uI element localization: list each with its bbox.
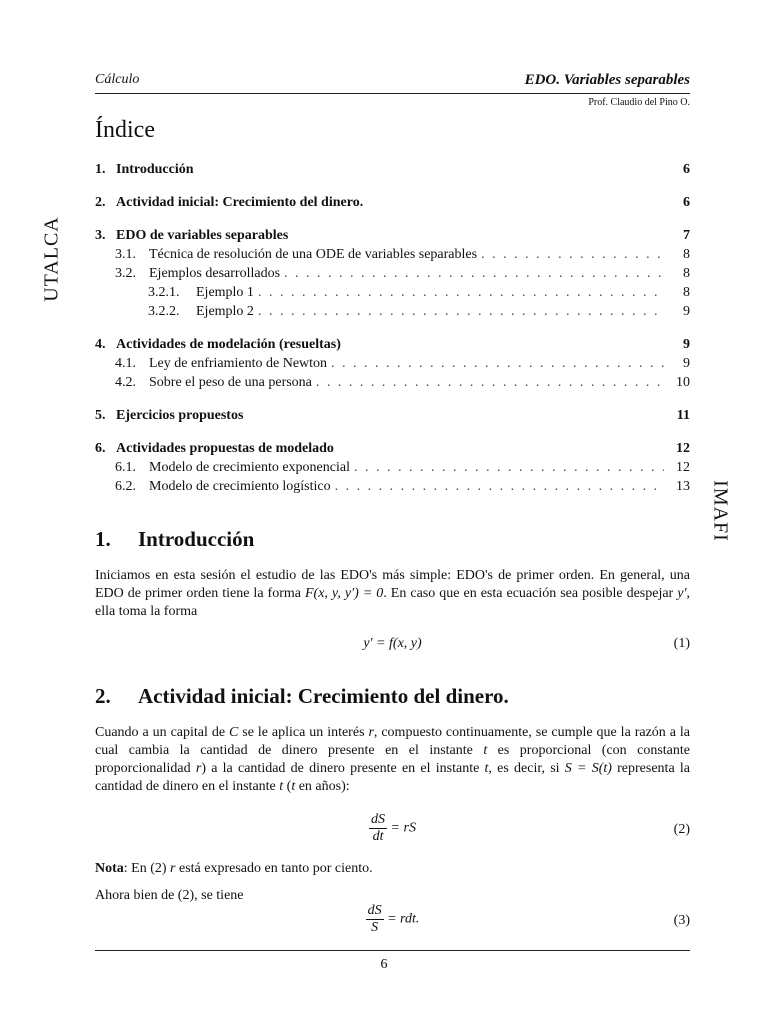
fraction-denominator: dt — [372, 829, 384, 844]
toc-section[interactable] — [95, 193, 690, 212]
toc-leader-dots — [331, 477, 664, 496]
text-run: es proporcional (con constante proporcionalidad — [95, 743, 690, 776]
section-2-heading — [95, 684, 509, 709]
text-run: Cuando a un capital de — [95, 725, 229, 740]
section-1-heading — [95, 527, 254, 552]
toc-leader-dots — [350, 458, 664, 477]
table-of-contents — [95, 160, 690, 496]
equation-3-tag: (3) — [673, 913, 690, 928]
toc-subsection-title: Ley de enfriamiento de Newton — [149, 356, 328, 371]
toc-subsection[interactable] — [95, 458, 690, 477]
toc-section-title: Ejercicios propuestos — [116, 408, 244, 423]
text-run: en años): — [295, 779, 350, 794]
toc-page-number: 13 — [676, 479, 690, 494]
equation-3-body — [95, 903, 690, 936]
toc-page-number: 10 — [676, 375, 690, 390]
toc-subsection-title: Ejemplos desarrollados — [149, 266, 281, 281]
toc-gap — [95, 212, 690, 226]
toc-title: Índice — [95, 117, 155, 143]
text-run: ( — [283, 779, 292, 794]
fraction-numerator: dS — [371, 812, 386, 827]
fraction-numerator: dS — [367, 903, 382, 918]
toc-section-number: 6. — [95, 441, 106, 456]
text-run: : En (2) — [123, 861, 171, 876]
math-expression: S = S(t) — [564, 761, 612, 776]
toc-leader-dots — [327, 354, 664, 373]
text-run: se le aplica un interés — [238, 725, 369, 740]
toc-section-title: EDO de variables separables — [116, 228, 289, 243]
equation-1-tag: (1) — [673, 636, 690, 651]
toc-subsubsection[interactable] — [95, 302, 690, 321]
equation-1-body: y′ = f(x, y) — [363, 636, 422, 651]
math-variable: r — [170, 861, 176, 876]
text-run: está expresado en tanto por ciento. — [175, 861, 373, 876]
section-2-number: 2. — [95, 684, 111, 708]
toc-page-number: 9 — [683, 337, 690, 352]
section-2-title: Actividad inicial: Crecimiento del dinero. — [138, 684, 509, 708]
footer-rule — [95, 950, 690, 951]
toc-subsection[interactable] — [95, 354, 690, 373]
equation-2 — [95, 812, 690, 848]
toc-page-number: 6 — [683, 195, 690, 210]
math-variable: t — [291, 779, 296, 794]
toc-section-number: 3. — [95, 228, 106, 243]
toc-subsection-number: 4.1. — [115, 356, 136, 371]
page-number: 6 — [380, 957, 388, 972]
side-label-left: UTALCA — [40, 216, 63, 302]
toc-subsection-number: 3.2.2. — [148, 304, 180, 319]
toc-gap — [95, 392, 690, 406]
text-run: , compuesto continuamente, se cumple que la razón a la cual cambia la cantidad de dinero presente en el instante — [95, 725, 690, 758]
nota-label: Nota — [95, 861, 124, 876]
toc-spacer — [288, 226, 664, 245]
fraction-denominator: S — [371, 920, 379, 935]
toc-section-number: 5. — [95, 408, 106, 423]
toc-subsection[interactable] — [95, 245, 690, 264]
toc-page-number: 7 — [683, 228, 690, 243]
toc-section[interactable] — [95, 406, 690, 425]
toc-leader-dots — [280, 264, 664, 283]
toc-subsection-number: 4.2. — [115, 375, 136, 390]
toc-gap — [95, 321, 690, 335]
toc-subsection[interactable] — [95, 373, 690, 392]
toc-leader-dots — [254, 302, 664, 321]
toc-section[interactable] — [95, 335, 690, 354]
text-run: , es decir, si — [488, 761, 565, 776]
header-rule — [95, 93, 690, 94]
toc-section[interactable] — [95, 226, 690, 245]
toc-spacer — [243, 406, 664, 425]
text-run: Iniciamos en esta sesión el estudio de las EDO's más simple: EDO's de primer orden. En general, una EDO de primer orden tiene la forma — [95, 568, 690, 601]
math-variable: t — [484, 761, 489, 776]
toc-leader-dots — [254, 283, 664, 302]
math-variable: t — [279, 779, 284, 794]
toc-subsection-number: 6.2. — [115, 479, 136, 494]
toc-section-number: 2. — [95, 195, 106, 210]
toc-subsection-number: 3.2. — [115, 266, 136, 281]
equation-3 — [95, 903, 690, 939]
side-label-right: IMAFI — [709, 480, 732, 542]
toc-page-number: 8 — [683, 247, 690, 262]
math-variable: t — [483, 743, 488, 758]
section-1-title: Introducción — [138, 527, 255, 551]
text-run: . En caso que en esta ecuación sea posible despejar — [383, 586, 678, 601]
toc-subsection-title: Ejemplo 1 — [196, 285, 254, 300]
equation-rhs: = rdt. — [383, 911, 420, 927]
toc-subsection-number: 6.1. — [115, 460, 136, 475]
toc-page-number: 9 — [683, 356, 690, 371]
toc-page-number: 12 — [676, 460, 690, 475]
toc-spacer — [194, 160, 664, 179]
toc-section[interactable] — [95, 160, 690, 179]
fraction — [366, 903, 384, 936]
toc-subsection-number: 3.2.1. — [148, 285, 180, 300]
header-topic: EDO. Variables separables — [524, 72, 690, 88]
toc-subsection-title: Modelo de crecimiento exponencial — [149, 460, 350, 475]
section-2-paragraph — [95, 724, 690, 796]
toc-spacer — [341, 335, 664, 354]
equation-rhs: = rS — [387, 820, 416, 836]
toc-spacer — [363, 193, 664, 212]
math-variable: C — [228, 725, 239, 740]
math-variable: y′ — [677, 586, 687, 601]
section-1-paragraph — [95, 567, 690, 621]
toc-page-number: 8 — [683, 266, 690, 281]
toc-subsection-title: Sobre el peso de una persona — [149, 375, 312, 390]
math-expression: F(x, y, y′) = 0 — [305, 586, 384, 601]
toc-subsection-title: Ejemplo 2 — [196, 304, 254, 319]
toc-section-number: 1. — [95, 162, 106, 177]
toc-spacer — [334, 439, 664, 458]
fraction — [369, 812, 387, 845]
toc-subsection[interactable] — [95, 477, 690, 496]
toc-section-number: 4. — [95, 337, 106, 352]
toc-page-number: 11 — [676, 408, 690, 423]
nota-paragraph — [95, 860, 690, 878]
toc-subsubsection[interactable] — [95, 283, 690, 302]
text-run: , ella toma la forma — [95, 586, 691, 619]
equation-1 — [95, 636, 690, 660]
toc-page-number: 8 — [683, 285, 690, 300]
toc-gap — [95, 179, 690, 193]
text-run: representa la cantidad de dinero en el instante — [95, 761, 690, 794]
toc-section-title: Actividades propuestas de modelado — [116, 441, 334, 456]
toc-leader-dots — [477, 245, 664, 264]
toc-page-number: 9 — [683, 304, 690, 319]
toc-section-title: Introducción — [116, 162, 194, 177]
toc-subsection-title: Modelo de crecimiento logístico — [149, 479, 331, 494]
author: Prof. Claudio del Pino O. — [588, 97, 690, 108]
toc-section-title: Actividades de modelación (resueltas) — [116, 337, 341, 352]
section-1-number: 1. — [95, 527, 111, 551]
toc-subsection-number: 3.1. — [115, 247, 136, 262]
toc-gap — [95, 425, 690, 439]
paragraph-ahora: Ahora bien de (2), se tiene — [95, 888, 244, 903]
toc-section[interactable] — [95, 439, 690, 458]
toc-leader-dots — [312, 373, 664, 392]
text-run: ) a la cantidad de dinero presente en el instante — [201, 761, 485, 776]
math-variable: r — [195, 761, 202, 776]
toc-subsection-title: Técnica de resolución de una ODE de variables separables — [149, 247, 478, 262]
toc-section-title: Actividad inicial: Crecimiento del dinero. — [116, 195, 364, 210]
toc-page-number: 6 — [683, 162, 690, 177]
toc-page-number: 12 — [676, 441, 690, 456]
math-variable: r — [368, 725, 374, 740]
toc-subsection[interactable] — [95, 264, 690, 283]
header-course: Cálculo — [95, 72, 140, 87]
equation-2-body — [95, 812, 690, 845]
equation-2-tag: (2) — [673, 822, 690, 837]
